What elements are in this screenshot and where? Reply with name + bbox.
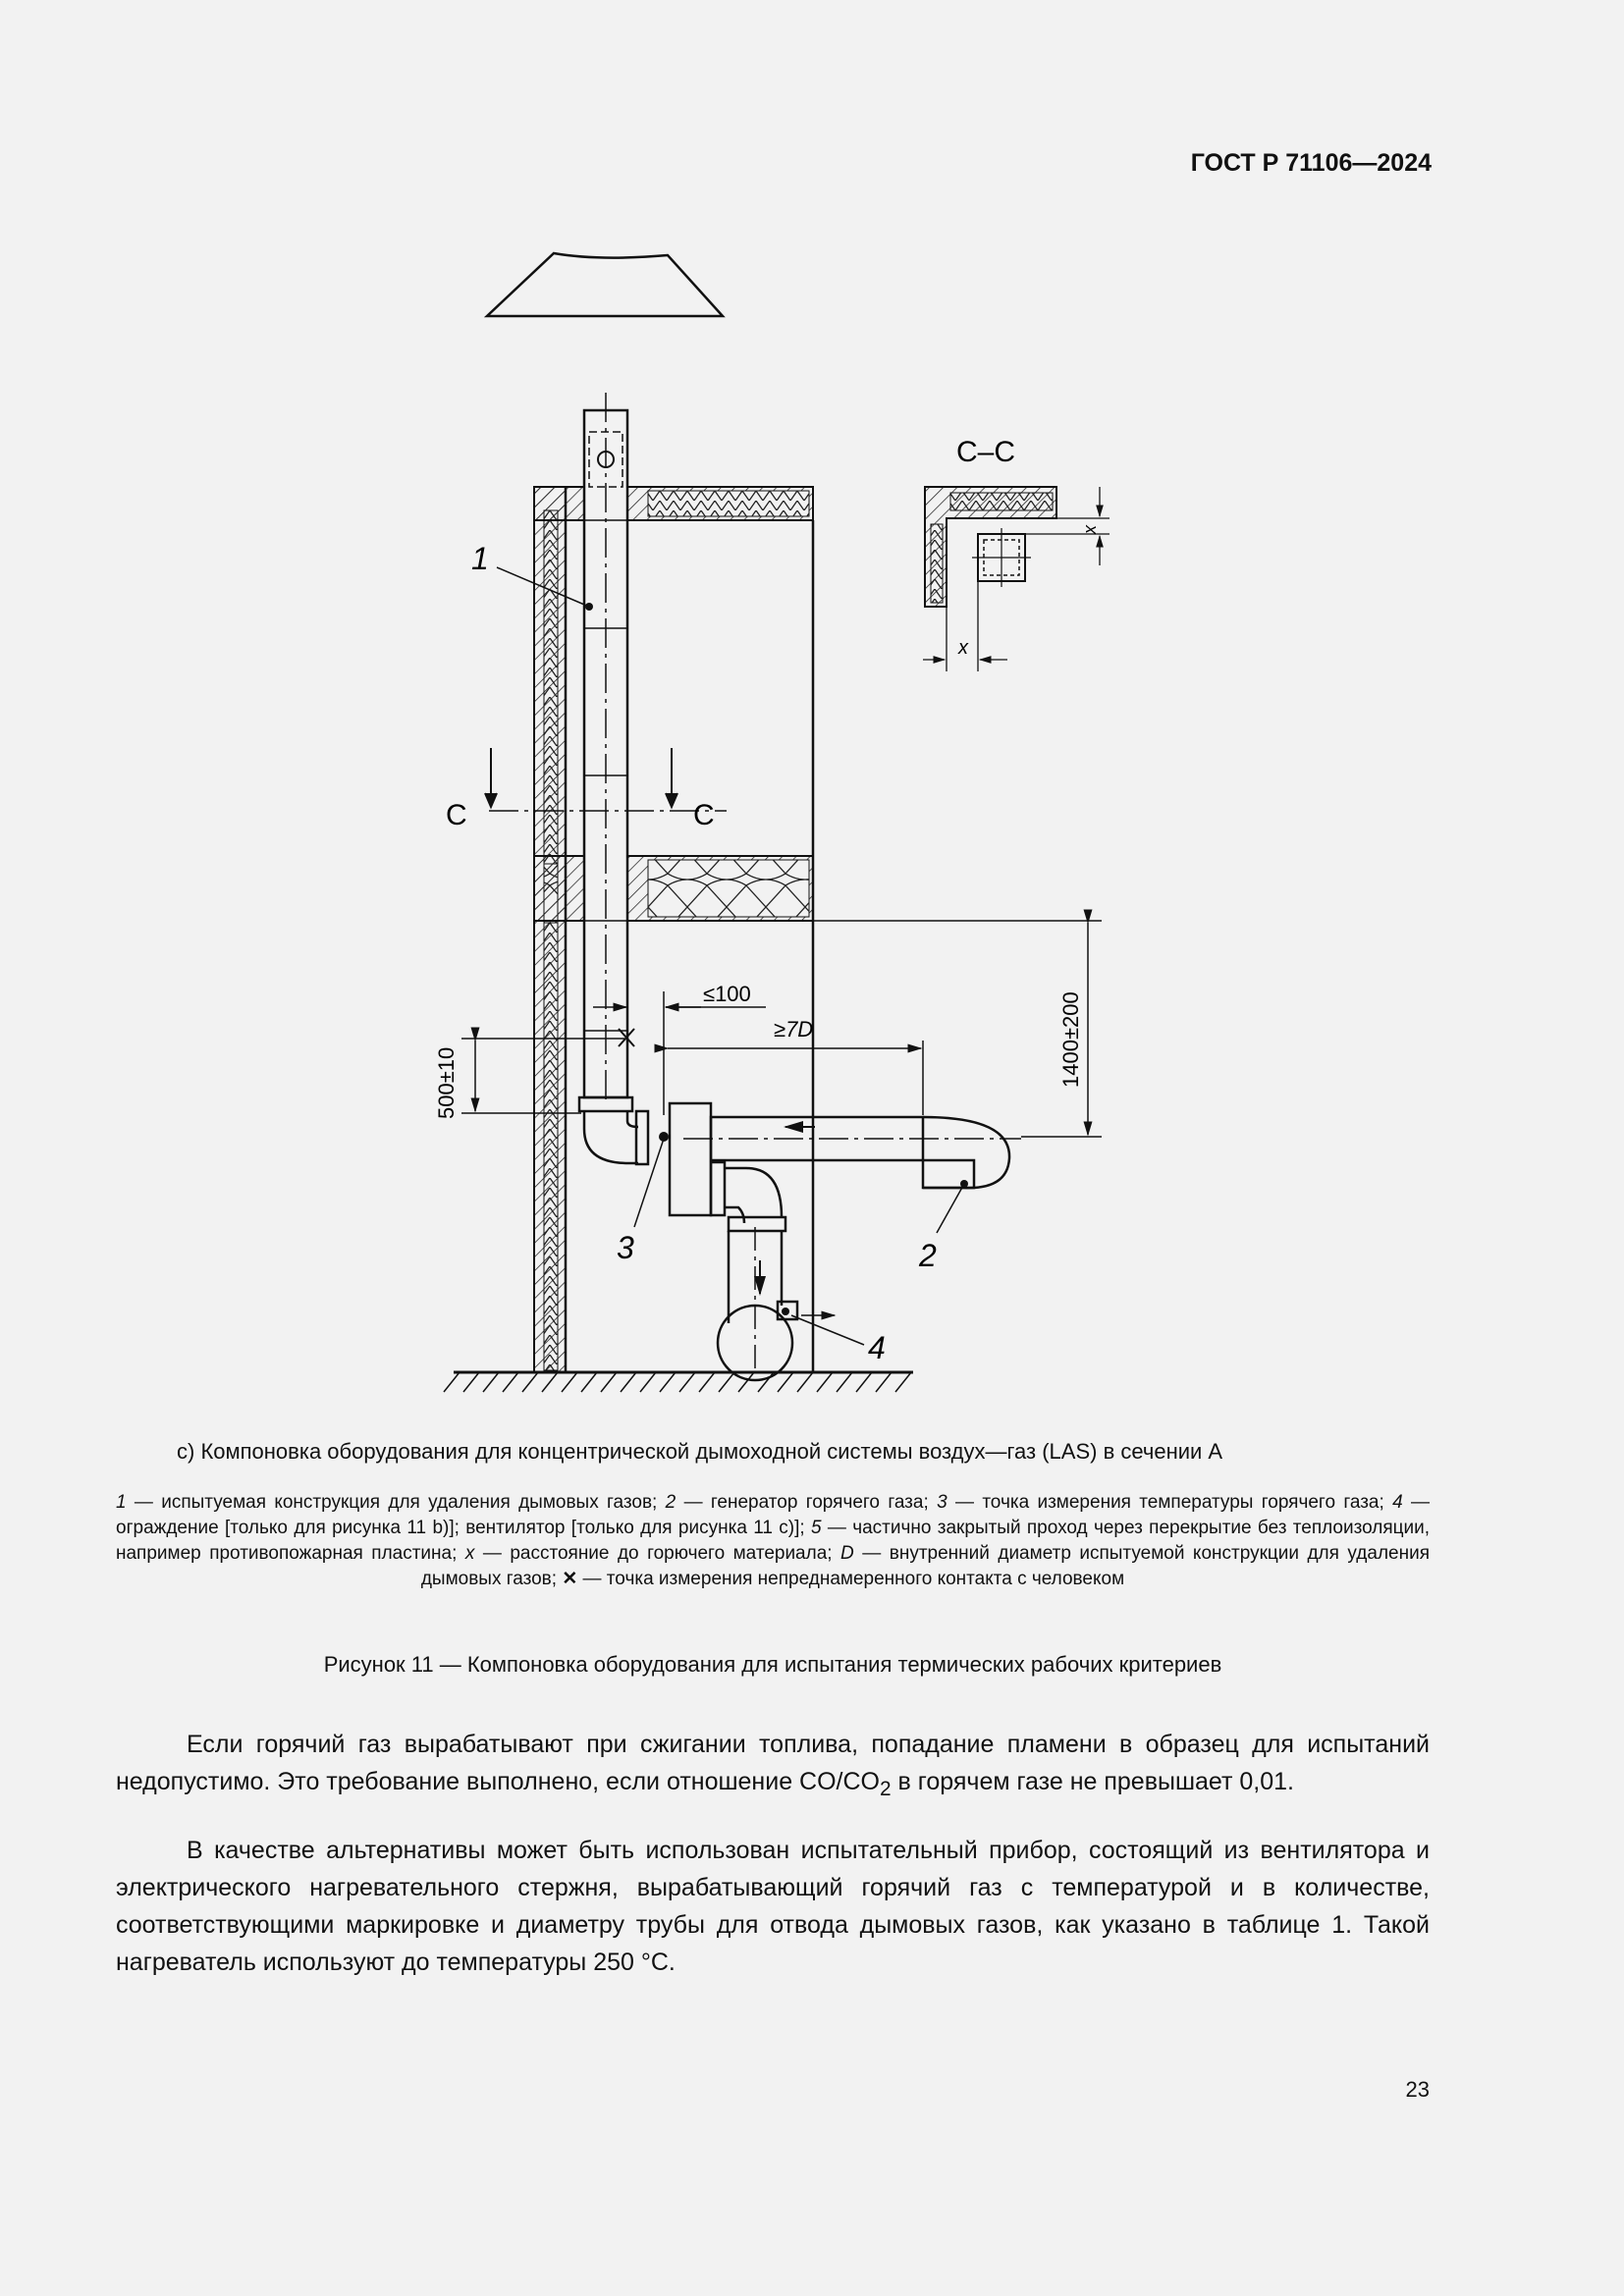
legend-text-2: — генератор горячего газа; bbox=[676, 1492, 938, 1513]
cross-mark-icon: ✕ bbox=[562, 1569, 578, 1589]
legend-num-3: 3 bbox=[937, 1492, 947, 1513]
legend-num-1: 1 bbox=[116, 1492, 127, 1513]
ground-hatch bbox=[444, 1372, 913, 1392]
legend-text-mark: — точка измерения непреднамеренного контакта с человеком bbox=[577, 1569, 1125, 1589]
legend-num-2: 2 bbox=[665, 1492, 677, 1513]
left-wall bbox=[534, 487, 566, 1372]
section-label-left: С bbox=[446, 799, 467, 831]
legend-text-5: — частично закрытый проход через перекрытие без теплоизоляции, например противопожарная пластина; bbox=[116, 1518, 1430, 1564]
legend-text-x: — расстояние до горючего материала; bbox=[474, 1543, 841, 1564]
item-label-4: 4 bbox=[868, 1330, 886, 1365]
chimney-pipe bbox=[584, 393, 627, 1099]
dim-le100-label: ≤100 bbox=[703, 982, 751, 1006]
section-dim-x-horizontal: x bbox=[958, 637, 968, 659]
upper-ceiling bbox=[534, 487, 813, 520]
section-dim-x-vertical: x bbox=[1080, 525, 1100, 534]
page-number: 23 bbox=[1405, 2077, 1430, 2102]
paragraph-2: В качестве альтернативы может быть использован испытательный прибор, состоящий из вентилятора и электрического нагревательного стержня, вырабатывающий горячий газ с температурой и в количестве, соответствующими маркировке и диаметру трубы для отвода дымовых газов, как указано в таблице 1. Такой нагреватель используют до температуры 250 °C. bbox=[116, 1837, 1430, 1976]
paragraph-1 bbox=[116, 1726, 1430, 1808]
item-label-3: 3 bbox=[617, 1230, 634, 1265]
dim-ge7d-label: ≥7D bbox=[774, 1017, 814, 1041]
section-view bbox=[923, 487, 1110, 671]
hood-outline bbox=[487, 253, 723, 316]
pipe-assembly bbox=[579, 1097, 1021, 1215]
figure-caption: Рисунок 11 — Компоновка оборудования для испытания термических рабочих критериев bbox=[323, 1652, 1222, 1677]
paragraph-1-part-a: Если горячий газ вырабатывают при сжигании топлива, попадание пламени в образец для испытаний недопустимо. Это требование выполнено, если отношение CO/CO bbox=[116, 1731, 1430, 1795]
item-leaders bbox=[497, 567, 964, 1345]
legend-text-3: — точка измерения температуры горячего газа; bbox=[947, 1492, 1393, 1513]
legend-num-5: 5 bbox=[810, 1518, 822, 1538]
legend-text-4: — ограждение [только для рисунка 11 b)]; вентилятор [только для рисунка 11 c)]; bbox=[116, 1492, 1431, 1538]
document-id: ГОСТ Р 71106—2024 bbox=[1190, 149, 1432, 177]
section-label-right: С bbox=[693, 799, 715, 831]
section-view-title: С–С bbox=[956, 436, 1016, 468]
item-label-2: 2 bbox=[919, 1238, 937, 1273]
legend-text-1: — испытуемая конструкция для удаления дымовых газов; bbox=[126, 1492, 666, 1513]
legend-symbol-x: x bbox=[464, 1543, 475, 1564]
dim-500-label: 500±10 bbox=[434, 1046, 459, 1119]
item-label-1: 1 bbox=[471, 541, 489, 576]
figure-legend bbox=[116, 1490, 1430, 1592]
fan-branch bbox=[711, 1162, 797, 1380]
figure-subcaption: c) Компоновка оборудования для концентрической дымоходной системы воздух—газ (LAS) в сечении А bbox=[177, 1439, 1223, 1464]
legend-text-d: — внутренний диаметр испытуемой конструкции для удаления дымовых газов; bbox=[420, 1543, 1430, 1589]
paragraph-1-subscript: 2 bbox=[880, 1778, 892, 1800]
legend-num-4: 4 bbox=[1392, 1492, 1403, 1513]
middle-ceiling bbox=[534, 856, 813, 921]
legend-symbol-d: D bbox=[840, 1543, 854, 1564]
dim-1400-label: 1400±200 bbox=[1058, 991, 1083, 1088]
paragraph-1-part-b: в горячем газе не превышает 0,01. bbox=[891, 1768, 1294, 1795]
